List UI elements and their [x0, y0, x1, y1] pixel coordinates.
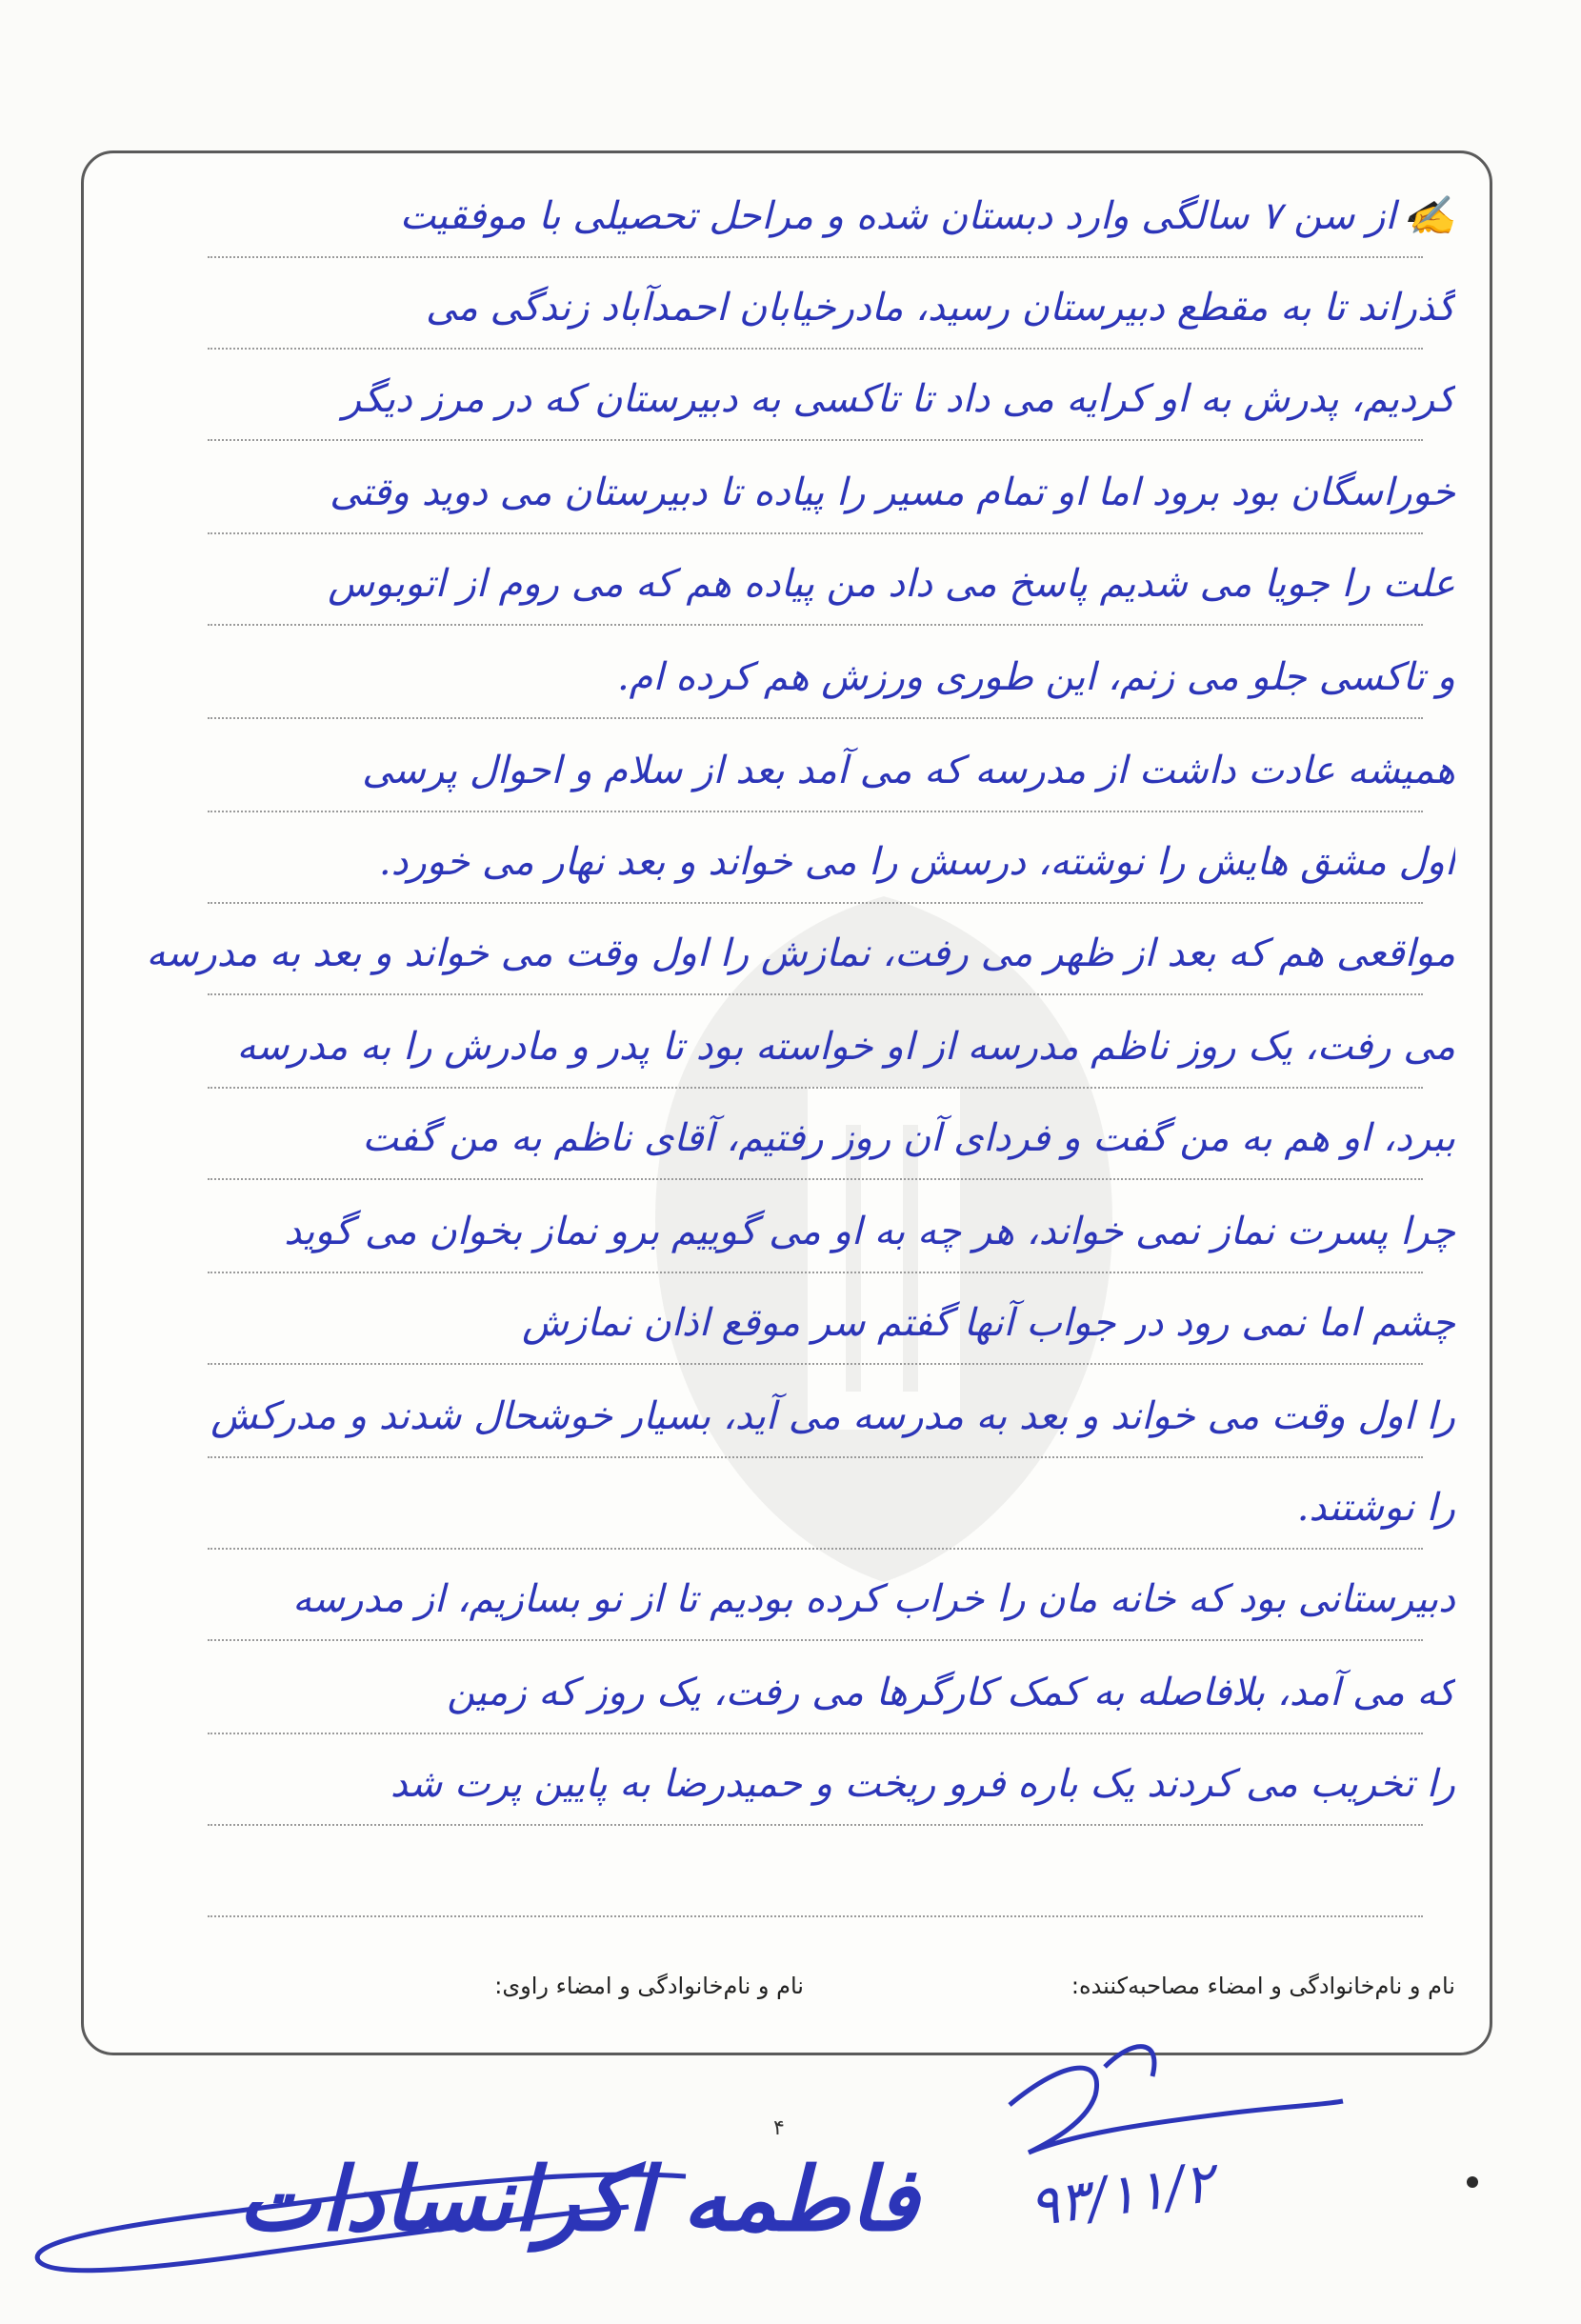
ruled-line — [208, 1178, 1423, 1180]
handwritten-line: مواقعی هم که بعد از ظهر می رفت، نمازش را اول وقت می خواند و بعد به مدرسه — [146, 932, 1455, 975]
ink-dot — [1467, 2176, 1478, 2188]
handwritten-line: چشم اما نمی رود در جواب آنها گفتم سر موقع اذان نمازش — [522, 1301, 1455, 1345]
ruled-line — [208, 348, 1423, 350]
narrator-signature-name: فاطمه اکرانسادات — [238, 2148, 919, 2251]
handwritten-line: دبیرستانی بود که خانه مان را خراب کرده بودیم تا از نو بسازیم، از مدرسه — [292, 1577, 1455, 1621]
interviewer-signature — [933, 2019, 1352, 2162]
handwritten-line: و تاکسی جلو می زنم، این طوری ورزش هم کرده ام. — [616, 655, 1455, 699]
handwritten-line: کردیم، پدرش به او کرایه می داد تا تاکسی به دبیرستان که در مرز دیگر — [342, 377, 1455, 421]
narrator-signature-label: نام و نام‌خانوادگی و امضاء راوی: — [494, 1973, 804, 1999]
ruled-line — [208, 624, 1423, 626]
handwritten-line: که می آمد، بلافاصله به کمک کارگرها می رفت، یک روز که زمین — [447, 1671, 1455, 1714]
ruled-line — [208, 1548, 1423, 1550]
handwritten-line: می رفت، یک روز ناظم مدرسه از او خواسته بود تا پدر و مادرش را به مدرسه — [236, 1025, 1455, 1069]
ruled-line — [208, 902, 1423, 904]
handwritten-line: گذراند تا به مقطع دبیرستان رسید، مادرخیابان احمدآباد زندگی می — [426, 286, 1455, 330]
ruled-line — [208, 1639, 1423, 1641]
page-number: ۴ — [773, 2116, 785, 2140]
handwritten-line: را تخریب می کردند یک باره فرو ریخت و حمیدرضا به پایین پرت شد — [390, 1762, 1455, 1806]
ruled-line — [208, 1456, 1423, 1458]
handwritten-line: ببرد، او هم به من گفت و فردای آن روز رفتیم، آقای ناظم به من گفت — [362, 1116, 1455, 1160]
ruled-line — [208, 1272, 1423, 1273]
handwritten-line: اول مشق هایش را نوشته، درسش را می خواند و بعد نهار می خورد. — [378, 840, 1455, 884]
ruled-line — [208, 1363, 1423, 1365]
ruled-line — [208, 256, 1423, 258]
handwritten-line: چرا پسرت نماز نمی خواند، هر چه به او می گوییم برو نماز بخوان می گوید — [284, 1210, 1455, 1253]
handwritten-line: را نوشتند. — [1296, 1486, 1455, 1530]
ruled-line — [208, 439, 1423, 441]
ruled-line — [208, 1733, 1423, 1734]
signature-stroke — [933, 2019, 1352, 2162]
ruled-line — [208, 993, 1423, 995]
handwritten-line: ✍ از سن ۷ سالگی وارد دبستان شده و مراحل تحصیلی با موفقیت — [399, 194, 1455, 238]
handwritten-line: همیشه عادت داشت از مدرسه که می آمد بعد از سلام و احوال پرسی — [362, 749, 1455, 792]
ruled-line — [208, 1824, 1423, 1826]
ruled-line — [208, 717, 1423, 719]
ruled-line — [208, 1087, 1423, 1089]
narrator-signature — [19, 2110, 919, 2291]
handwritten-line: را اول وقت می خواند و بعد به مدرسه می آید، بسیار خوشحال شدند و مدرکش — [210, 1394, 1455, 1438]
form-frame — [81, 150, 1492, 2055]
signature-date: ۹۳/۱۱/۲ — [1025, 2149, 1218, 2240]
interviewer-signature-label: نام و نام‌خانوادگی و امضاء مصاحبه‌کننده: — [1071, 1973, 1455, 1999]
ruled-line — [208, 1915, 1423, 1917]
handwritten-line: علت را جویا می شدیم پاسخ می داد من پیاده هم که می روم از اتوبوس — [328, 562, 1455, 606]
ruled-line — [208, 811, 1423, 812]
handwritten-line: خوراسگان بود برود اما او تمام مسیر را پیاده تا دبیرستان می دوید وقتی — [330, 471, 1455, 514]
ruled-line — [208, 532, 1423, 534]
signature-labels — [84, 1973, 1490, 2011]
